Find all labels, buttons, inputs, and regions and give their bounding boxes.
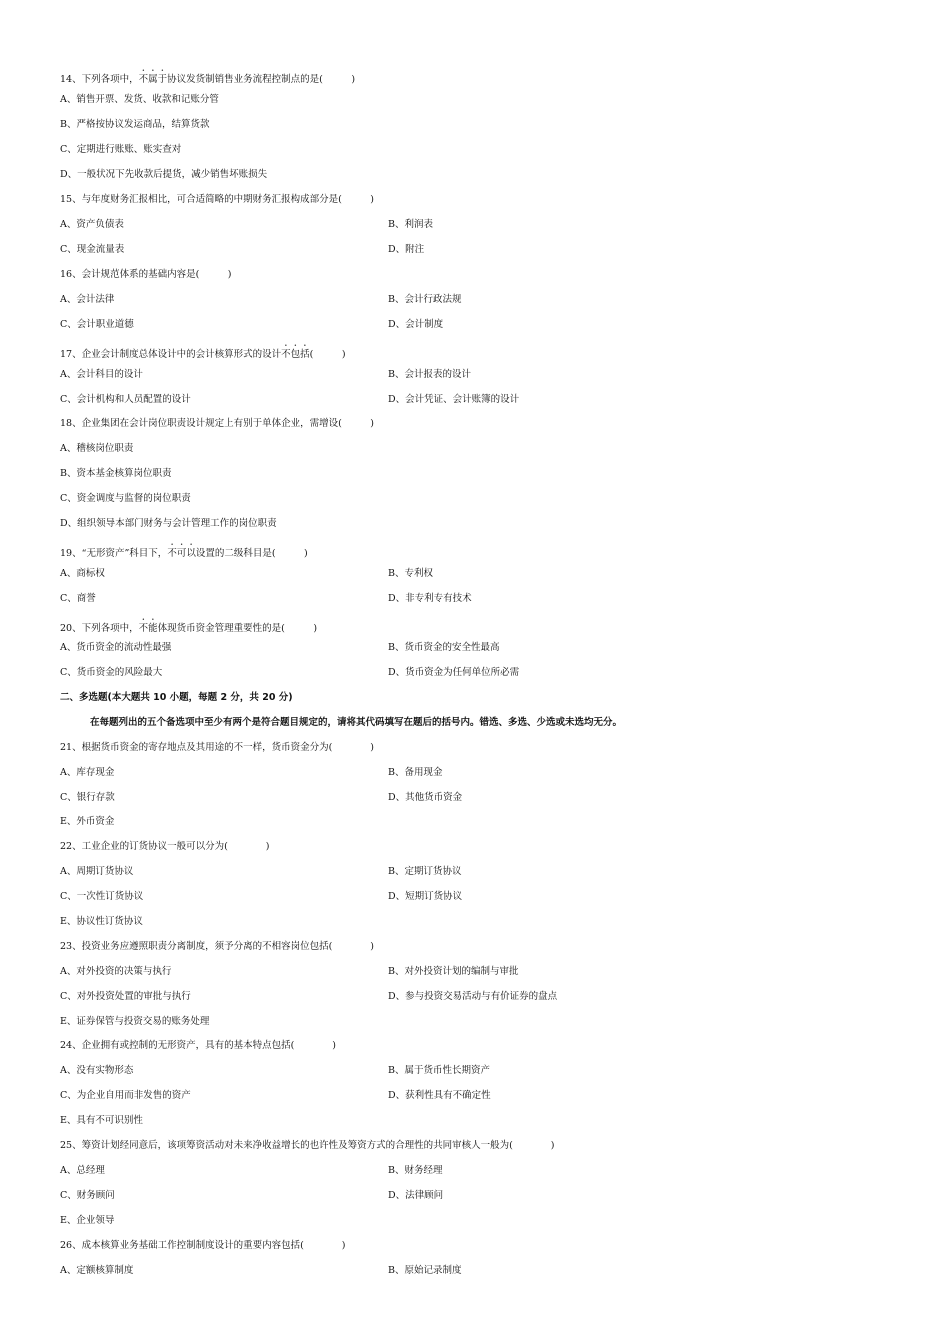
option-a: A、稽核岗位职责 [60, 443, 134, 454]
question-17: 17、企业会计制度总体设计中的会计核算形式的设计不包括( ) [60, 349, 346, 360]
option-a: A、没有实物形态 [60, 1065, 134, 1076]
option-b: B、专利权 [388, 568, 433, 579]
option-e: E、企业领导 [60, 1215, 115, 1226]
option-d: D、短期订货协议 [388, 891, 463, 902]
option-c: C、对外投资处置的审批与执行 [60, 991, 191, 1002]
option-b: B、利润表 [388, 219, 433, 230]
option-b: B、定期订货协议 [388, 866, 462, 877]
question-24: 24、企业拥有或控制的无形资产，具有的基本特点包括( ) [60, 1040, 337, 1051]
option-c: C、货币资金的风险最大 [60, 667, 163, 678]
option-e: E、协议性订货协议 [60, 916, 143, 927]
option-d: D、组织领导本部门财务与会计管理工作的岗位职责 [60, 518, 277, 529]
option-b: B、备用现金 [388, 767, 443, 778]
option-b: B、对外投资计划的编制与审批 [388, 966, 519, 977]
option-d: D、参与投资交易活动与有价证券的盘点 [388, 991, 558, 1002]
option-b: B、会计行政法规 [388, 294, 462, 305]
option-d: D、会计凭证、会计账簿的设计 [388, 394, 520, 405]
question-23: 23、投资业务应遵照职责分离制度，须予分离的不相容岗位包括( ) [60, 941, 375, 952]
option-a: A、销售开票、发货、收款和记账分管 [60, 94, 219, 105]
question-19: 19、“无形资产”科目下，不可以设置的二级科目是( ) [60, 548, 308, 559]
option-a: A、定额核算制度 [60, 1265, 134, 1276]
option-c: C、资金调度与监督的岗位职责 [60, 493, 191, 504]
question-22: 22、工业企业的订货协议一般可以分为( ) [60, 841, 270, 852]
option-c: C、现金流量表 [60, 244, 125, 255]
option-d: D、货币资金为任何单位所必需 [388, 667, 520, 678]
question-20: 20、下列各项中，不能体现货币资金管理重要性的是( ) [60, 623, 318, 634]
option-b: B、资本基金核算岗位职责 [60, 468, 172, 479]
option-d: D、其他货币资金 [388, 792, 463, 803]
option-d: D、非专利专有技术 [388, 593, 472, 604]
option-a: A、周期订货协议 [60, 866, 134, 877]
option-c: C、定期进行账账、账实查对 [60, 144, 182, 155]
option-a: A、库存现金 [60, 767, 115, 778]
option-d: D、会计制度 [388, 319, 444, 330]
option-d: D、一般状况下先收款后提货，减少销售坏账损失 [60, 169, 268, 180]
question-21: 21、根据货币资金的寄存地点及其用途的不一样，货币资金分为( ) [60, 742, 375, 753]
option-c: C、一次性订货协议 [60, 891, 144, 902]
question-15: 15、与年度财务汇报相比，可合适简略的中期财务汇报构成部分是( ) [60, 194, 375, 205]
option-c: C、会计机构和人员配置的设计 [60, 394, 191, 405]
option-a: A、商标权 [60, 568, 105, 579]
option-a: A、总经理 [60, 1165, 105, 1176]
section-heading: 二、多选题(本大题共 10 小题，每题 2 分，共 20 分) [60, 692, 293, 703]
option-c: C、财务顾问 [60, 1190, 115, 1201]
option-b: B、财务经理 [388, 1165, 443, 1176]
section-instruction: 在每题列出的五个备选项中至少有两个是符合题目规定的，请将其代码填写在题后的括号内。错选、多选、少选或未选均无分。 [90, 717, 623, 728]
option-d: D、附注 [388, 244, 425, 255]
option-a: A、会计科目的设计 [60, 369, 143, 380]
option-a: A、对外投资的决策与执行 [60, 966, 172, 977]
option-b: B、会计报表的设计 [388, 369, 471, 380]
option-e: E、证券保管与投资交易的账务处理 [60, 1016, 210, 1027]
option-b: B、原始记录制度 [388, 1265, 462, 1276]
option-e: E、具有不可识别性 [60, 1115, 143, 1126]
question-18: 18、企业集团在会计岗位职责设计规定上有别于单体企业，需增设( ) [60, 418, 375, 429]
option-b: B、严格按协议发运商品，结算货款 [60, 119, 210, 130]
option-d: D、法律顾问 [388, 1190, 444, 1201]
option-c: C、为企业自用而非发售的资产 [60, 1090, 191, 1101]
question-25: 25、筹资计划经同意后，该项筹资活动对未来净收益增长的也许性及筹资方式的合理性的共同审核人一般为( ) [60, 1140, 555, 1151]
option-a: A、资产负债表 [60, 219, 124, 230]
option-c: C、会计职业道德 [60, 319, 134, 330]
option-e: E、外币资金 [60, 816, 115, 827]
option-c: C、商誉 [60, 593, 96, 604]
option-a: A、货币资金的流动性最强 [60, 642, 172, 653]
option-c: C、银行存款 [60, 792, 115, 803]
question-14: 14、下列各项中，不属于协议发货制销售业务流程控制点的是( ) [60, 74, 356, 85]
option-d: D、获利性具有不确定性 [388, 1090, 491, 1101]
option-b: B、货币资金的安全性最高 [388, 642, 500, 653]
option-b: B、属于货币性长期资产 [388, 1065, 490, 1076]
question-26: 26、成本核算业务基础工作控制制度设计的重要内容包括( ) [60, 1240, 346, 1251]
question-16: 16、会计规范体系的基础内容是( ) [60, 269, 232, 280]
option-a: A、会计法律 [60, 294, 115, 305]
